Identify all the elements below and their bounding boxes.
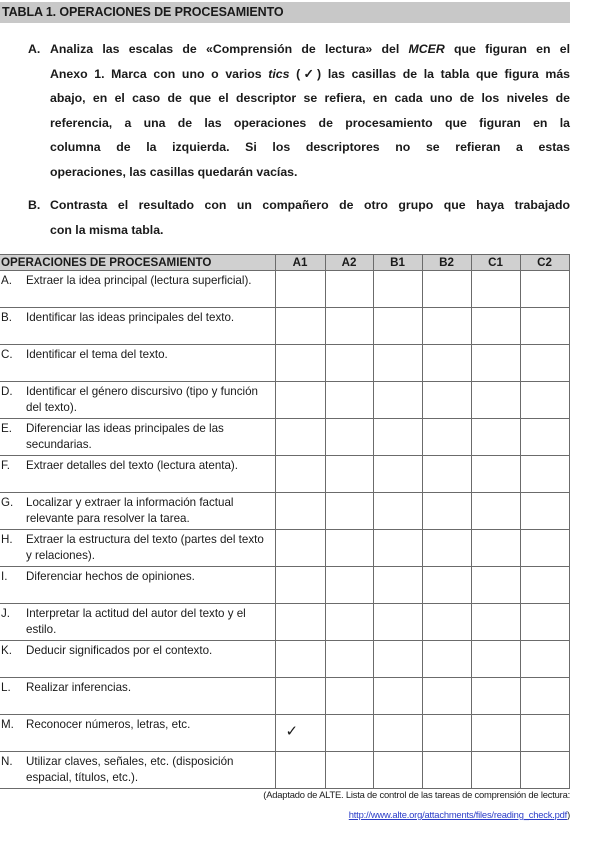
level-cell-b1[interactable] xyxy=(373,604,422,641)
header-operations: OPERACIONES DE PROCESAMIENTO xyxy=(0,255,275,271)
operation-cell xyxy=(0,382,275,419)
level-cell-a1[interactable] xyxy=(275,419,325,456)
instruction-a-line-1 xyxy=(50,37,570,62)
level-cell-c2[interactable] xyxy=(520,271,569,308)
level-cell-b2[interactable] xyxy=(422,567,471,604)
table-row xyxy=(0,382,569,419)
level-cell-b1[interactable] xyxy=(373,567,422,604)
source-line: (Adaptado de ALTE. Lista de control de las tareas de comprensión de lectura: xyxy=(263,789,570,800)
level-cell-b2[interactable] xyxy=(422,419,471,456)
source-note xyxy=(263,785,570,825)
operation-letter: B. xyxy=(1,311,12,324)
level-cell-c2[interactable] xyxy=(520,308,569,345)
level-cell-c2[interactable] xyxy=(520,567,569,604)
level-cell-a1[interactable] xyxy=(275,678,325,715)
level-cell-a2[interactable] xyxy=(325,308,373,345)
operation-letter: I. xyxy=(1,570,8,583)
instruction-a-text-1: Analiza las escalas de «Comprensión de lectura» del xyxy=(50,42,400,56)
instruction-a-tics: tics xyxy=(268,66,290,81)
level-cell-c1[interactable] xyxy=(471,567,520,604)
level-cell-a2[interactable] xyxy=(325,345,373,382)
table-row xyxy=(0,419,569,456)
operation xyxy=(0,273,275,289)
operations-table xyxy=(0,254,570,789)
operation-text: Extraer detalles del texto (lectura atenta). xyxy=(26,459,239,472)
level-cell-b1[interactable] xyxy=(373,530,422,567)
instruction-a-text-4: (✓) las casillas de la tabla que figura más xyxy=(296,66,571,81)
level-cell-b1[interactable] xyxy=(373,308,422,345)
instruction-a-mcer: MCER xyxy=(408,42,445,56)
level-cell-c1[interactable] xyxy=(471,308,520,345)
operation xyxy=(0,754,275,785)
level-cell-c2[interactable] xyxy=(520,530,569,567)
level-cell-a1[interactable] xyxy=(275,345,325,382)
operation-text: Diferenciar las ideas principales de las secundarias. xyxy=(26,422,224,451)
operation-cell xyxy=(0,271,275,308)
level-cell-a1[interactable] xyxy=(275,641,325,678)
table-row xyxy=(0,345,569,382)
operation-letter: F. xyxy=(1,459,11,472)
header-level-c2: C2 xyxy=(520,255,569,271)
level-cell-a1[interactable] xyxy=(275,271,325,308)
level-cell-c2[interactable] xyxy=(520,456,569,493)
operation xyxy=(0,680,275,696)
instruction-b-letter: B. xyxy=(28,198,41,212)
level-cell-b2[interactable] xyxy=(422,382,471,419)
operation-text: Identificar el tema del texto. xyxy=(26,348,168,361)
level-cell-b1[interactable] xyxy=(373,419,422,456)
operation-letter: J. xyxy=(1,607,11,620)
operation xyxy=(0,458,275,474)
operation-cell xyxy=(0,715,275,752)
level-cell-b1[interactable] xyxy=(373,641,422,678)
level-cell-c1[interactable] xyxy=(471,345,520,382)
level-cell-a1[interactable] xyxy=(275,382,325,419)
operation-text: Identificar las ideas principales del texto. xyxy=(26,311,235,324)
instruction-b-line-1: Contrasta el resultado con un compañero de otro grupo que haya trabajado xyxy=(50,198,570,212)
operation-cell xyxy=(0,567,275,604)
level-cell-c1[interactable] xyxy=(471,456,520,493)
level-cell-c2[interactable] xyxy=(520,678,569,715)
level-cell-a1[interactable] xyxy=(275,493,325,530)
level-cell-b1[interactable] xyxy=(373,493,422,530)
operation-cell xyxy=(0,604,275,641)
level-cell-c2[interactable] xyxy=(520,752,569,789)
level-cell-c2[interactable] xyxy=(520,419,569,456)
operation xyxy=(0,569,275,585)
operation-text: Identificar el género discursivo (tipo y función del texto). xyxy=(26,385,258,414)
instruction-a-line-2 xyxy=(50,62,570,87)
level-cell-a1[interactable] xyxy=(275,567,325,604)
level-cell-c1[interactable] xyxy=(471,715,520,752)
level-cell-c2[interactable] xyxy=(520,641,569,678)
level-cell-a2[interactable] xyxy=(325,493,373,530)
instruction-a-line-6: operaciones, las casillas quedarán vacías. xyxy=(50,164,298,179)
level-cell-b2[interactable] xyxy=(422,641,471,678)
table-row xyxy=(0,567,569,604)
level-cell-c1[interactable] xyxy=(471,604,520,641)
check-icon: ✓ xyxy=(285,723,299,740)
operation-text: Extraer la estructura del texto (partes del texto y relaciones). xyxy=(26,533,264,562)
level-cell-a1[interactable] xyxy=(275,604,325,641)
instruction-b xyxy=(28,193,570,242)
level-cell-c1[interactable] xyxy=(471,641,520,678)
operation-cell xyxy=(0,419,275,456)
level-cell-a1[interactable] xyxy=(275,308,325,345)
operation-letter: E. xyxy=(1,422,12,435)
instruction-a-line-5: columna de la izquierda. Si los descriptores no se refieran a estas xyxy=(50,140,570,154)
level-cell-c1[interactable] xyxy=(471,271,520,308)
level-cell-b2[interactable] xyxy=(422,678,471,715)
level-cell-a2[interactable] xyxy=(325,604,373,641)
operation-letter: K. xyxy=(1,644,12,657)
operation-cell xyxy=(0,641,275,678)
table-row xyxy=(0,678,569,715)
operation-text: Reconocer números, letras, etc. xyxy=(26,718,191,731)
level-cell-b1[interactable] xyxy=(373,752,422,789)
level-cell-b2[interactable] xyxy=(422,530,471,567)
operation-text: Extraer la idea principal (lectura superficial). xyxy=(26,274,252,287)
table-row xyxy=(0,641,569,678)
level-cell-a2[interactable] xyxy=(325,715,373,752)
table-header-row xyxy=(0,255,569,271)
level-cell-a2[interactable] xyxy=(325,752,373,789)
header-level-a2: A2 xyxy=(325,255,373,271)
level-cell-b2[interactable] xyxy=(422,752,471,789)
level-cell-c1[interactable] xyxy=(471,678,520,715)
operation-cell xyxy=(0,456,275,493)
level-cell-b2[interactable] xyxy=(422,493,471,530)
level-cell-a1[interactable] xyxy=(275,715,325,752)
level-cell-a1[interactable] xyxy=(275,456,325,493)
level-cell-c2[interactable] xyxy=(520,382,569,419)
operation xyxy=(0,347,275,363)
table-row xyxy=(0,493,569,530)
table-row xyxy=(0,530,569,567)
table-row xyxy=(0,456,569,493)
operation-text: Interpretar la actitud del autor del texto y el estilo. xyxy=(26,607,246,636)
level-cell-a2[interactable] xyxy=(325,530,373,567)
header-level-b2: B2 xyxy=(422,255,471,271)
operation-letter: H. xyxy=(1,533,13,546)
level-cell-c1[interactable] xyxy=(471,419,520,456)
operation-letter: A. xyxy=(1,274,12,287)
instruction-a-line-4: referencia, a una de las operaciones de procesamiento que figuran en la xyxy=(50,115,570,130)
table-title: TABLA 1. OPERACIONES DE PROCESAMIENTO xyxy=(0,2,570,23)
table-row xyxy=(0,271,569,308)
level-cell-a2[interactable] xyxy=(325,456,373,493)
level-cell-b1[interactable] xyxy=(373,345,422,382)
level-cell-b2[interactable] xyxy=(422,271,471,308)
operation-cell xyxy=(0,752,275,789)
operation-letter: N. xyxy=(1,755,13,768)
instruction-a-letter: A. xyxy=(28,42,41,56)
source-link[interactable]: http://www.alte.org/attachments/files/reading_check.pdf xyxy=(348,809,568,820)
operation-letter: D. xyxy=(1,385,13,398)
operation-cell xyxy=(0,530,275,567)
level-cell-c2[interactable] xyxy=(520,604,569,641)
operation-text: Diferenciar hechos de opiniones. xyxy=(26,570,195,583)
level-cell-b2[interactable] xyxy=(422,308,471,345)
level-cell-c2[interactable] xyxy=(520,345,569,382)
operation-letter: L. xyxy=(1,681,11,694)
level-cell-c1[interactable] xyxy=(471,530,520,567)
operation xyxy=(0,495,275,526)
level-cell-a2[interactable] xyxy=(325,382,373,419)
operation xyxy=(0,421,275,452)
instruction-a-line-3: abajo, en el caso de que el descriptor se refiera, en cada uno de los niveles de xyxy=(50,91,570,105)
level-cell-a2[interactable] xyxy=(325,641,373,678)
header-level-c1: C1 xyxy=(471,255,520,271)
level-cell-a2[interactable] xyxy=(325,567,373,604)
level-cell-b2[interactable] xyxy=(422,604,471,641)
operation-text: Localizar y extraer la información factual relevante para resolver la tarea. xyxy=(26,496,234,525)
instruction-a xyxy=(28,37,570,184)
operation xyxy=(0,643,275,659)
table-row xyxy=(0,604,569,641)
level-cell-b1[interactable] xyxy=(373,678,422,715)
level-cell-c1[interactable] xyxy=(471,493,520,530)
operation xyxy=(0,606,275,637)
level-cell-a2[interactable] xyxy=(325,419,373,456)
operation-text: Utilizar claves, señales, etc. (disposición espacial, títulos, etc.). xyxy=(26,755,234,784)
level-cell-a2[interactable] xyxy=(325,678,373,715)
operation-cell xyxy=(0,345,275,382)
operation-letter: M. xyxy=(1,718,14,731)
header-level-a1: A1 xyxy=(275,255,325,271)
level-cell-b1[interactable] xyxy=(373,456,422,493)
operation xyxy=(0,717,275,733)
level-cell-c2[interactable] xyxy=(520,493,569,530)
operation-cell xyxy=(0,308,275,345)
level-cell-b2[interactable] xyxy=(422,345,471,382)
operation-cell xyxy=(0,678,275,715)
level-cell-b2[interactable] xyxy=(422,456,471,493)
level-cell-a1[interactable] xyxy=(275,530,325,567)
table-row xyxy=(0,308,569,345)
operation-letter: G. xyxy=(1,496,14,509)
level-cell-a1[interactable] xyxy=(275,752,325,789)
source-close: ) xyxy=(567,809,570,820)
level-cell-c1[interactable] xyxy=(471,752,520,789)
operation xyxy=(0,532,275,563)
level-cell-c1[interactable] xyxy=(471,382,520,419)
header-level-b1: B1 xyxy=(373,255,422,271)
operation-letter: C. xyxy=(1,348,13,361)
level-cell-b1[interactable] xyxy=(373,715,422,752)
level-cell-b1[interactable] xyxy=(373,382,422,419)
source-link-line xyxy=(263,805,570,825)
level-cell-c2[interactable] xyxy=(520,715,569,752)
instruction-a-text-3: Anexo 1. Marca con uno o varios xyxy=(50,66,262,81)
operation xyxy=(0,310,275,326)
operation-text: Deducir significados por el contexto. xyxy=(26,644,213,657)
level-cell-b1[interactable] xyxy=(373,271,422,308)
level-cell-a2[interactable] xyxy=(325,271,373,308)
operation-cell xyxy=(0,493,275,530)
instruction-b-line-2: con la misma tabla. xyxy=(50,222,164,237)
table-row xyxy=(0,715,569,752)
instruction-a-text-2: que figuran en el xyxy=(454,42,570,56)
operation xyxy=(0,384,275,415)
level-cell-b2[interactable] xyxy=(422,715,471,752)
operation-text: Realizar inferencias. xyxy=(26,681,132,694)
table-row xyxy=(0,752,569,789)
